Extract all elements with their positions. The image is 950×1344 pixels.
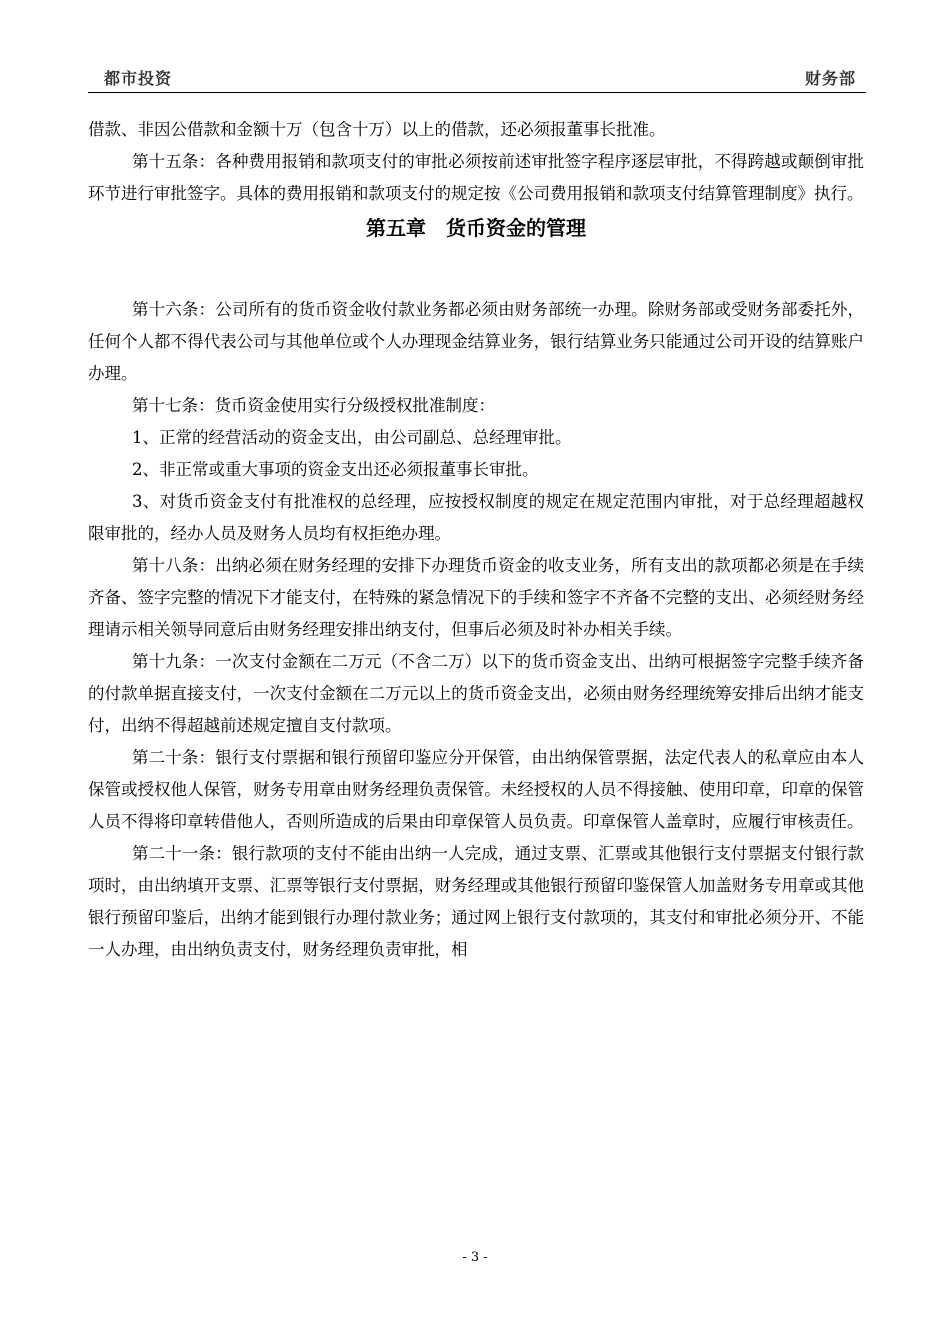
article-16: 第十六条：公司所有的货币资金收付款业务都必须由财务部统一办理。除财务部或受财务部委托外，任何个人都不得代表公司与其他单位或个人办理现金结算业务，银行结算业务只能通过公司开设的结算账户办理。	[88, 300, 864, 383]
article-20: 第二十条：银行支付票据和银行预留印鉴应分开保管，由出纳保管票据，法定代表人的私章应由本人保管或授权他人保管，财务专用章由财务经理负责保管。未经授权的人员不得接触、使用印章，印章的保管人员不得将印章转借他人，否则所造成的后果由印章保管人员负责。印章保管人盖章时，应履行审核责任。	[88, 748, 864, 831]
article-17-item-2: 2、非正常或重大事项的资金支出还必须报董事长审批。	[132, 460, 539, 479]
document-body	[88, 114, 864, 966]
chapter-heading: 第五章 货币资金的管理	[366, 216, 586, 240]
paragraph-continuation: 借款、非因公借款和金额十万（包含十万）以上的借款，还必须报董事长批准。	[88, 120, 666, 139]
article-17-item-1: 1、正常的经营活动的资金支出，由公司副总、总经理审批。	[132, 428, 572, 447]
header-rule	[88, 92, 866, 93]
article-21: 第二十一条：银行款项的支付不能由出纳一人完成，通过支票、汇票或其他银行支付票据支付银行款项时，由出纳填开支票、汇票等银行支付票据，财务经理或其他银行预留印鉴保管人加盖财务专用章或其他银行预留印鉴后，出纳才能到银行办理付款业务；通过网上银行支付款项的，其支付和审批必须分开、不能一人办理，由出纳负责支付，财务经理负责审批，相	[88, 844, 864, 959]
header-department: 财务部	[805, 69, 857, 88]
article-18: 第十八条：出纳必须在财务经理的安排下办理货币资金的收支业务，所有支出的款项都必须是在手续齐备、签字完整的情况下才能支付，在特殊的紧急情况下的手续和签字不齐备不完整的支出、必须经财务经理请示相关领导同意后由财务经理安排出纳支付，但事后必须及时补办相关手续。	[88, 556, 864, 639]
article-15: 第十五条：各种费用报销和款项支付的审批必须按前述审批签字程序逐层审批，不得跨越或颠倒审批环节进行审批签字。具体的费用报销和款项支付的规定按《公司费用报销和款项支付结算管理制度》执行。	[88, 152, 864, 203]
article-19: 第十九条：一次支付金额在二万元（不含二万）以下的货币资金支出、出纳可根据签字完整手续齐备的付款单据直接支付，一次支付金额在二万元以上的货币资金支出，必须由财务经理统筹安排后出纳才能支付，出纳不得超越前述规定擅自支付款项。	[88, 652, 864, 735]
header-company: 都市投资	[104, 69, 173, 88]
article-17-item-3: 3、对货币资金支付有批准权的总经理，应按授权制度的规定在规定范围内审批，对于总经理超越权限审批的，经办人员及财务人员均有权拒绝办理。	[88, 492, 864, 543]
article-17: 第十七条：货币资金使用实行分级授权批准制度：	[132, 396, 495, 415]
page-number: - 3 -	[462, 1250, 488, 1265]
